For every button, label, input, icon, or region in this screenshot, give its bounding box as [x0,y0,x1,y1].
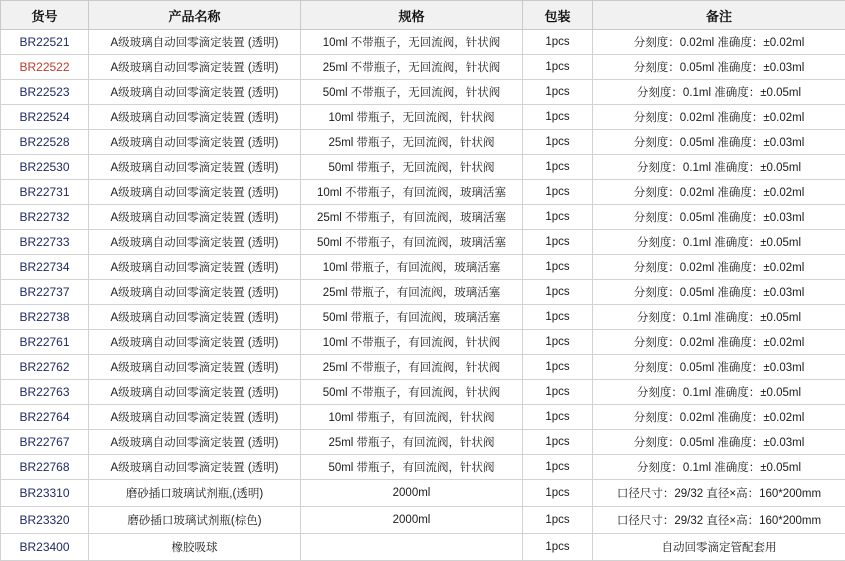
cell-spec [301,534,523,561]
cell-product-name: A级玻璃自动回零滴定装置 (透明) [89,255,301,280]
cell-spec: 50ml 不带瓶子，有回流阀，玻璃活塞 [301,230,523,255]
table-row [1,130,845,155]
cell-package: 1pcs [523,507,593,534]
column-header-remark: 备注 [593,1,845,30]
cell-spec: 10ml 不带瓶子，无回流阀，针状阀 [301,30,523,55]
cell-product-code[interactable]: BR22761 [1,330,89,355]
cell-package: 1pcs [523,405,593,430]
cell-package: 1pcs [523,534,593,561]
table-row [1,30,845,55]
cell-package: 1pcs [523,55,593,80]
cell-spec: 25ml 不带瓶子，有回流阀，玻璃活塞 [301,205,523,230]
cell-product-code[interactable]: BR22768 [1,455,89,480]
table-header-row [1,1,845,30]
cell-spec: 25ml 带瓶子，有回流阀，玻璃活塞 [301,280,523,305]
table-body [1,30,845,561]
table-row [1,155,845,180]
cell-product-code[interactable]: BR22731 [1,180,89,205]
cell-product-name: A级玻璃自动回零滴定装置 (透明) [89,405,301,430]
cell-product-code[interactable]: BR22523 [1,80,89,105]
cell-product-code[interactable]: BR22522 [1,55,89,80]
cell-product-code[interactable]: BR22764 [1,405,89,430]
table-header [1,1,845,30]
table-row [1,455,845,480]
cell-product-name: A级玻璃自动回零滴定装置 (透明) [89,155,301,180]
cell-remark: 分刻度：0.02ml 准确度：±0.02ml [593,330,845,355]
cell-remark: 分刻度：0.05ml 准确度：±0.03ml [593,55,845,80]
cell-product-code[interactable]: BR22737 [1,280,89,305]
cell-remark: 分刻度：0.05ml 准确度：±0.03ml [593,205,845,230]
cell-product-code[interactable]: BR22521 [1,30,89,55]
cell-remark: 分刻度：0.1ml 准确度：±0.05ml [593,80,845,105]
cell-spec: 10ml 不带瓶子，有回流阀，玻璃活塞 [301,180,523,205]
table-row [1,55,845,80]
cell-package: 1pcs [523,355,593,380]
cell-package: 1pcs [523,430,593,455]
cell-product-name: A级玻璃自动回零滴定装置 (透明) [89,280,301,305]
cell-product-code[interactable]: BR23400 [1,534,89,561]
cell-product-name: A级玻璃自动回零滴定装置 (透明) [89,30,301,55]
cell-product-name: A级玻璃自动回零滴定装置 (透明) [89,305,301,330]
table-row [1,105,845,130]
cell-remark: 分刻度：0.1ml 准确度：±0.05ml [593,155,845,180]
table-row [1,305,845,330]
cell-remark: 分刻度：0.1ml 准确度：±0.05ml [593,380,845,405]
cell-spec: 25ml 不带瓶子，有回流阀，针状阀 [301,355,523,380]
cell-product-name: A级玻璃自动回零滴定装置 (透明) [89,430,301,455]
cell-spec: 50ml 带瓶子，有回流阀，玻璃活塞 [301,305,523,330]
cell-product-name: A级玻璃自动回零滴定装置 (透明) [89,205,301,230]
table-row [1,180,845,205]
cell-package: 1pcs [523,105,593,130]
cell-remark: 分刻度：0.05ml 准确度：±0.03ml [593,430,845,455]
cell-remark: 分刻度：0.1ml 准确度：±0.05ml [593,230,845,255]
cell-product-code[interactable]: BR22733 [1,230,89,255]
table-row [1,534,845,561]
cell-remark: 分刻度：0.05ml 准确度：±0.03ml [593,280,845,305]
cell-remark: 分刻度：0.02ml 准确度：±0.02ml [593,405,845,430]
cell-package: 1pcs [523,155,593,180]
cell-remark: 分刻度：0.02ml 准确度：±0.02ml [593,30,845,55]
cell-spec: 25ml 带瓶子，有回流阀，针状阀 [301,430,523,455]
cell-package: 1pcs [523,480,593,507]
cell-package: 1pcs [523,205,593,230]
table-row [1,255,845,280]
cell-remark: 分刻度：0.02ml 准确度：±0.02ml [593,180,845,205]
cell-spec: 10ml 带瓶子，有回流阀，玻璃活塞 [301,255,523,280]
cell-product-name: 磨砂插口玻璃试剂瓶,(透明) [89,480,301,507]
cell-product-name: A级玻璃自动回零滴定装置 (透明) [89,130,301,155]
cell-spec: 50ml 不带瓶子，有回流阀，针状阀 [301,380,523,405]
cell-spec: 50ml 带瓶子，无回流阀，针状阀 [301,155,523,180]
table-row [1,80,845,105]
cell-product-code[interactable]: BR23310 [1,480,89,507]
cell-product-code[interactable]: BR22763 [1,380,89,405]
cell-package: 1pcs [523,130,593,155]
cell-remark: 分刻度：0.02ml 准确度：±0.02ml [593,105,845,130]
cell-package: 1pcs [523,380,593,405]
cell-remark: 口径尺寸：29/32 直径×高：160*200mm [593,507,845,534]
cell-spec: 10ml 不带瓶子，有回流阀，针状阀 [301,330,523,355]
cell-product-name: A级玻璃自动回零滴定装置 (透明) [89,180,301,205]
table-row [1,230,845,255]
cell-product-name: A级玻璃自动回零滴定装置 (透明) [89,55,301,80]
table-row [1,355,845,380]
cell-product-name: A级玻璃自动回零滴定装置 (透明) [89,230,301,255]
cell-product-name: A级玻璃自动回零滴定装置 (透明) [89,80,301,105]
cell-product-name: A级玻璃自动回零滴定装置 (透明) [89,105,301,130]
cell-package: 1pcs [523,30,593,55]
table-row [1,205,845,230]
cell-product-name: A级玻璃自动回零滴定装置 (透明) [89,330,301,355]
cell-spec: 10ml 带瓶子，有回流阀，针状阀 [301,405,523,430]
table-row [1,280,845,305]
cell-product-name: 磨砂插口玻璃试剂瓶(棕色) [89,507,301,534]
column-header-product-name: 产品名称 [89,1,301,30]
table-row [1,430,845,455]
cell-product-code[interactable]: BR22762 [1,355,89,380]
cell-product-name: A级玻璃自动回零滴定装置 (透明) [89,355,301,380]
cell-product-code[interactable]: BR22732 [1,205,89,230]
cell-remark: 分刻度：0.1ml 准确度：±0.05ml [593,305,845,330]
cell-remark: 口径尺寸：29/32 直径×高：160*200mm [593,480,845,507]
cell-spec: 25ml 不带瓶子，无回流阀，针状阀 [301,55,523,80]
cell-spec: 25ml 带瓶子，无回流阀，针状阀 [301,130,523,155]
cell-package: 1pcs [523,230,593,255]
column-header-spec: 规格 [301,1,523,30]
cell-package: 1pcs [523,255,593,280]
table-row [1,507,845,534]
cell-package: 1pcs [523,80,593,105]
cell-product-code[interactable]: BR22524 [1,105,89,130]
cell-product-code[interactable]: BR22734 [1,255,89,280]
cell-remark: 分刻度：0.05ml 准确度：±0.03ml [593,130,845,155]
cell-package: 1pcs [523,455,593,480]
cell-remark: 自动回零滴定管配套用 [593,534,845,561]
cell-package: 1pcs [523,305,593,330]
cell-product-name: A级玻璃自动回零滴定装置 (透明) [89,380,301,405]
cell-remark: 分刻度：0.1ml 准确度：±0.05ml [593,455,845,480]
cell-package: 1pcs [523,330,593,355]
cell-remark: 分刻度：0.05ml 准确度：±0.03ml [593,355,845,380]
cell-product-name: A级玻璃自动回零滴定装置 (透明) [89,455,301,480]
cell-spec: 10ml 带瓶子，无回流阀，针状阀 [301,105,523,130]
table-row [1,480,845,507]
cell-product-code[interactable]: BR23320 [1,507,89,534]
cell-spec: 50ml 不带瓶子，无回流阀，针状阀 [301,80,523,105]
cell-remark: 分刻度：0.02ml 准确度：±0.02ml [593,255,845,280]
cell-spec: 2000ml [301,507,523,534]
cell-spec: 2000ml [301,480,523,507]
cell-spec: 50ml 带瓶子，有回流阀，针状阀 [301,455,523,480]
cell-product-code[interactable]: BR22767 [1,430,89,455]
column-header-package: 包装 [523,1,593,30]
table-row [1,380,845,405]
cell-package: 1pcs [523,280,593,305]
table-row [1,405,845,430]
cell-product-code[interactable]: BR22528 [1,130,89,155]
cell-product-code[interactable]: BR22530 [1,155,89,180]
table-row [1,330,845,355]
column-header-code: 货号 [1,1,89,30]
cell-package: 1pcs [523,180,593,205]
cell-product-name: 橡胶吸球 [89,534,301,561]
cell-product-code[interactable]: BR22738 [1,305,89,330]
